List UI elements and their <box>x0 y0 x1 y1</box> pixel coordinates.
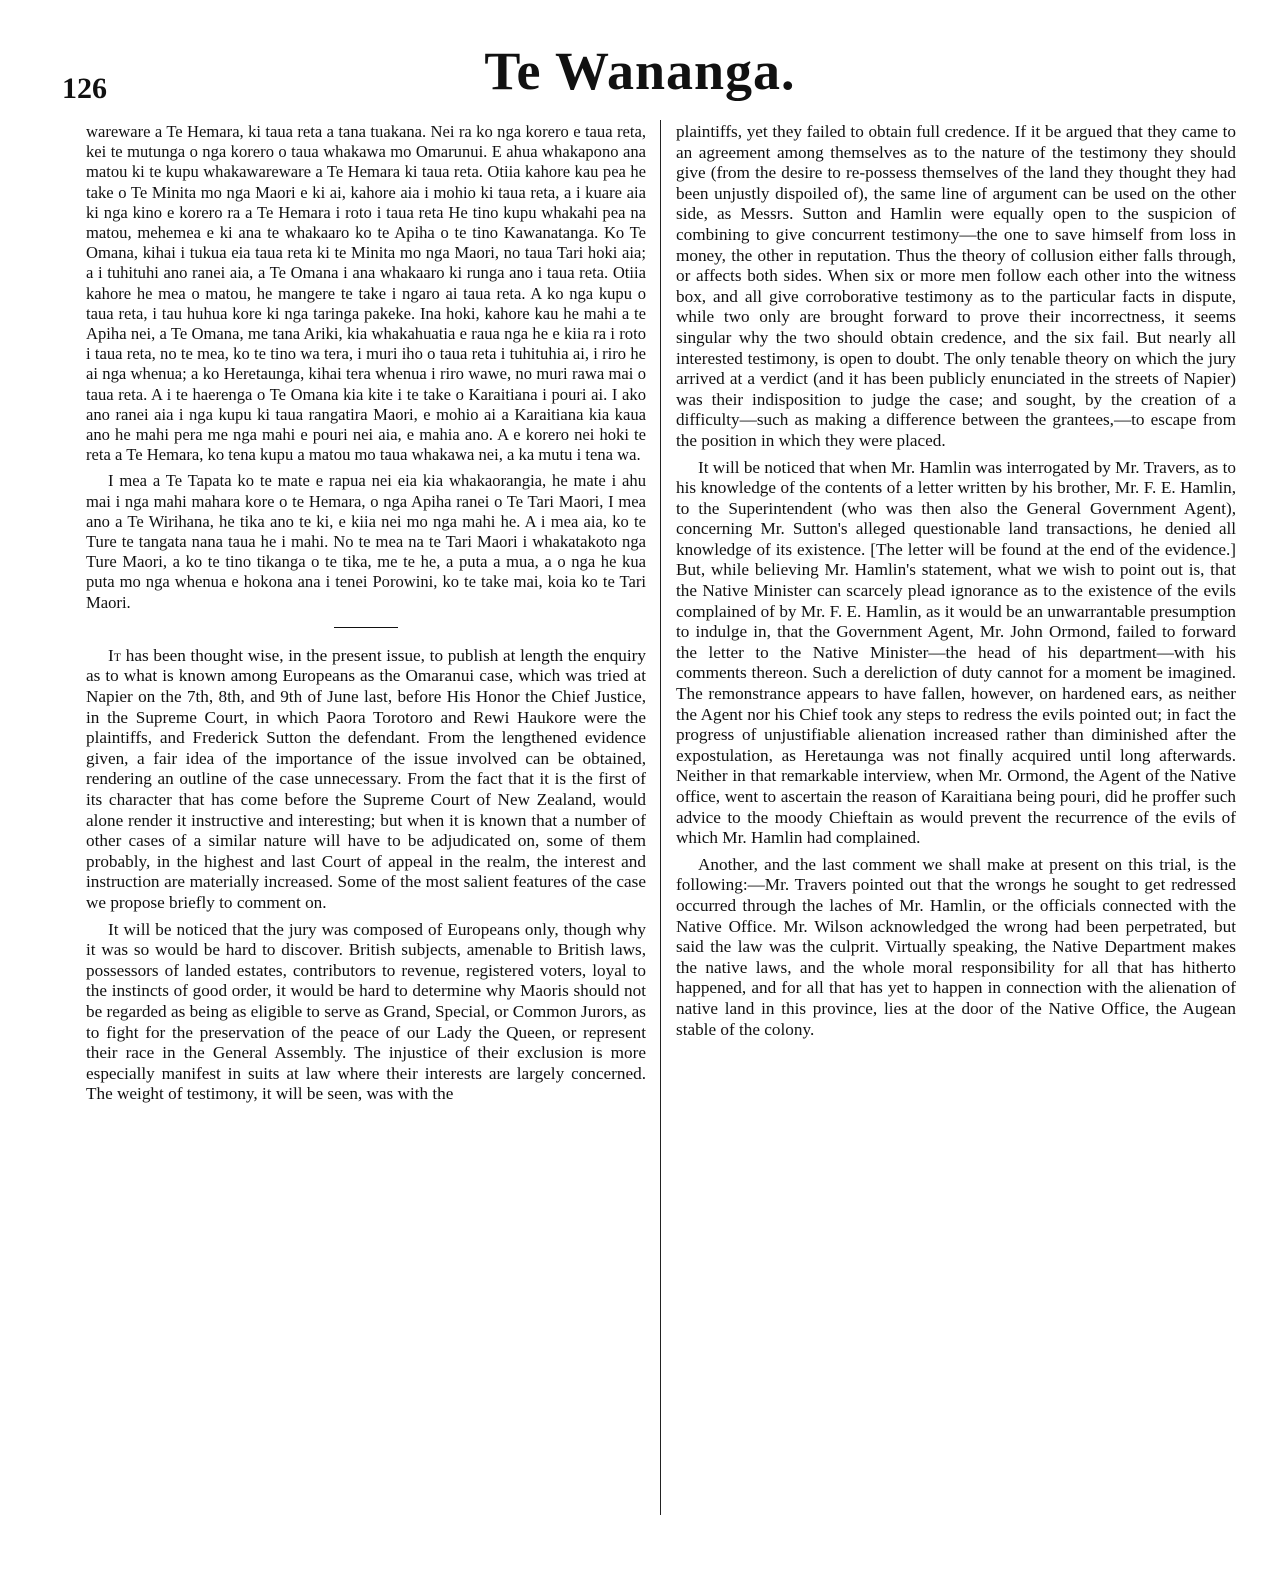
english-paragraph-1 <box>86 646 646 914</box>
right-paragraph-1: plaintiffs, yet they failed to obtain full credence. If it be argued that they came to an agreement among themselves as to the nature of the testimony they should give (from the desire to re-possess themselves of the land they thought they had been unjustly dispoiled of), the same line of argument can be used on the other side, as Messrs. Sutton and Hamlin were equally open to the suspicion of combining to give concurrent testimony—the one to save himself from loss in money, the other in reputation. Thus the theory of collusion either falls through, or affects both sides. When six or more men follow each other into the witness box, and all give corroborative testimony as to the particular facts in dispute, while two only are brought forward to prove their incorrectness, it seems singular why the two should obtain credence, and the six fail. But nearly all interested testimony, is open to doubt. The only tenable theory on which the jury arrived at a verdict (and it has been publicly enunciated in the streets of Napier) was their indisposition to judge the case; and sought, by the creation of a difficulty—such as making a difference between the grantees,—to escape from the position in which they were placed. <box>676 122 1236 450</box>
maori-paragraph-2: I mea a Te Tapata ko te mate e rapua nei eia kia whakaorangia, he mate i ahu mai i nga mahi mahara kore o te Hemara, o nga Apiha ranei o Te Tari Maori, I mea ano a Te Wirihana, he tika ano te ki, e kiia nei mo nga mahi he. A i mea aia, ko te Ture te tangata nana taua he i mahi. No te mea na te Tari Maori i whakatakoto nga Ture Maori, a ko te tino tikanga o te tika, me te he, a puta a mua, a o nga he kua puta mo nga whenua e hokona ana i tenei Porowini, ko te take mai, koia ko te Tari Maori. <box>86 471 646 612</box>
maori-paragraph-1: wareware a Te Hemara, ki taua reta a tana tuakana. Nei ra ko nga korero e taua reta, kei te mutunga o nga korero o taua whakawa mo Omarunui. E ahua whakapono ana matou ki te kupu whakawareware a Te Hemara ki taua reta. Otiia kahore kau pea he take o Te Minita mo nga Maori e ki ai, kahore aia i mohio ki taua reta, a i kuare aia ki nga kino e korero ra a Te Hemara i roto i taua reta He tino kupu whakahi pea na matou, mehemea e ki ana te whakaaro ko te Apiha o te tino Kawanatanga. Ko Te Omana, kihai i tukua eia taua reta ki te Minita mo nga Maori, no taua Tari hoki aia; a i tuhituhi ano ranei aia, a Te Omana i ana whakaaro ki runga ano i taua reta. Otiia kahore he mea o matou, he mangere te take i ngaro ai taua reta. A ko nga kupu o taua reta, i tau huhua kore ki nga taringa pakeke. Ina hoki, kahore kau he mahi a te Apiha nei, a Te Omana, me tana Ariki, kia whakahuatia e raua nga he e kiia ra i roto i taua reta, no te mea, ko te tino wa tera, i muri iho o taua reta i tuhituhia ai, i riro he ai nga whenua; a ko Heretaunga, kihai tera whenua i riro wawe, no muri rawa mai o taua reta. A i te haerenga o Te Omana kia kite i te take o Karaitiana i pouri ai. I ako ano ranei aia i nga kupu ki taua rangatira Maori, e mohio ai a Karaitiana kia kaua ano he mahi pera me nga mahi e pouri nei aia, e mahia ano. A e korero nei hoki te reta a Te Hemara, ko tena kupu a matou mo taua whakawa nei, a ka mutu i tena wa. <box>86 122 646 465</box>
right-column <box>676 122 1236 1046</box>
masthead-title: Te Wananga. <box>484 41 796 101</box>
english-paragraph-1-text: has been thought wise, in the present issue, to publish at length the enquiry as to what is known among Europeans as the Omaranui case, which was tried at Napier on the 7th, 8th, and 9th of June last, before His Honor the Chief Justice, in the Supreme Court, in which Paora Torotoro and Rewi Haukore were the plaintiffs, and Frederick Sutton the defendant. From the lengthened evidence given, a fair idea of the importance of the issue involved can be obtained, rendering an outline of the case unnecessary. From the fact that it is the first of its character that has come before the Supreme Court of New Zealand, would alone render it instructive and interesting; but when it is known that a number of other cases of a similar nature will have to be adjudicated on, some of them probably, in the highest and last Court of appeal in the realm, the interest and instruction are materially increased. Some of the most salient features of the case we propose briefly to comment on. <box>86 645 646 912</box>
page-number: 126 <box>62 72 107 105</box>
column-rule <box>660 120 661 1515</box>
section-separator <box>334 627 398 628</box>
english-paragraph-2: It will be noticed that the jury was composed of Europeans only, though why it was so would be hard to discover. British subjects, amenable to British laws, possessors of landed estates, contributors to revenue, registered voters, loyal to the instincts of good order, it would be hard to determine why Maoris should not be regarded as being as eligible to serve as Grand, Special, or Common Jurors, as to fight for the preservation of the peace of our Lady the Queen, or represent their race in the General Assembly. The injustice of their exclusion is more especially manifest in suits at law where their interests are largely concerned. The weight of testimony, it will be seen, was with the <box>86 919 646 1104</box>
drop-cap: It <box>108 645 122 665</box>
left-column <box>86 122 646 1111</box>
right-paragraph-3: Another, and the last comment we shall make at present on this trial, is the following:—Mr. Travers pointed out that the wrongs he sought to get redressed occurred through the laches of Mr. Hamlin, or the officials connected with the Native Office. Mr. Wilson acknowledged the wrong had been perpetrated, but said the law was the culprit. Virtually speaking, the Native Department makes the native laws, and the whole moral responsibility for all that has hitherto happened, and for all that has yet to happen in connection with the alienation of native land in this province, lies at the door of the Native Office, the Augean stable of the colony. <box>676 854 1236 1039</box>
right-paragraph-2: It will be noticed that when Mr. Hamlin was interrogated by Mr. Travers, as to his knowledge of the contents of a letter written by his brother, Mr. F. E. Hamlin, to the Superintendent (who was then also the General Government Agent), concerning Mr. Sutton's alleged questionable land transactions, he denied all knowledge of its existence. [The letter will be found at the end of the evidence.] But, while believing Mr. Hamlin's statement, what we wish to point out is, that the Native Minister can scarcely plead ignorance as to the existence of the evils complained of by Mr. F. E. Hamlin, as it would be an unwarrantable presumption to indulge in, that the Government Agent, Mr. John Ormond, failed to forward the letter to the Native Minister—the head of his department—with his comments thereon. Such a dereliction of duty cannot for a moment be imagined. The remonstrance appears to have fallen, however, on hardened ears, as neither the Agent nor his Chief took any steps to redress the evils pointed out; in fact the progress of unjustifiable alienation increased rather than diminished after the expostulation, as Heretaunga was not finally acquired until long afterwards. Neither in that remarkable interview, when Mr. Ormond, the Agent of the Native office, went to ascertain the reason of Karaitiana being pouri, did he proffer such advice to the moody Chieftain as would prevent the recurrence of the evils of which Mr. Hamlin had complained. <box>676 457 1236 848</box>
